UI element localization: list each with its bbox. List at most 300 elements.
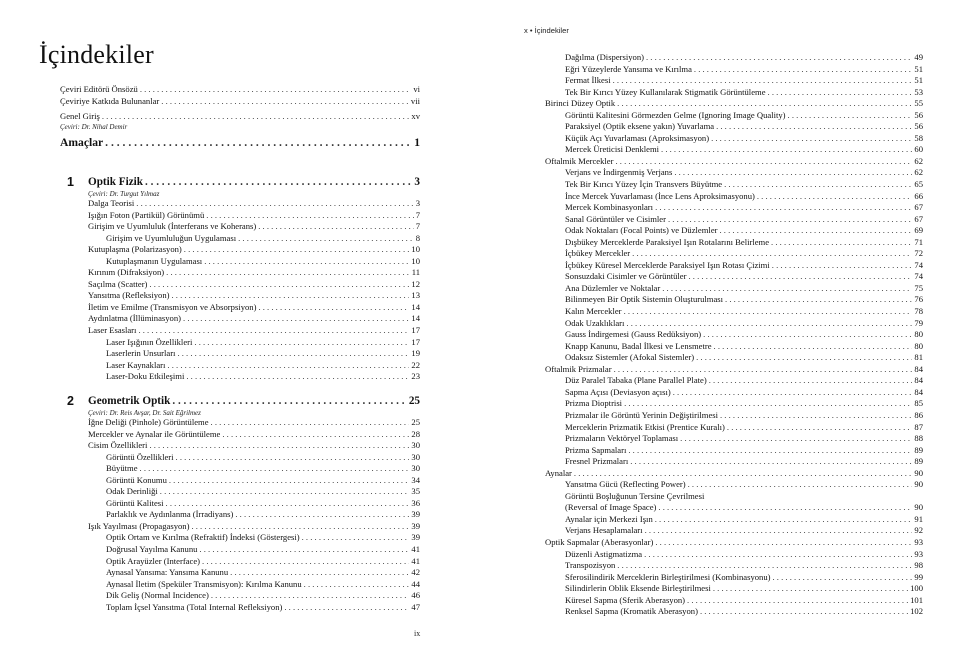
dot-leader — [184, 244, 410, 256]
toc-entry[interactable] — [545, 387, 923, 399]
toc-entry[interactable] — [545, 595, 923, 607]
dot-leader — [688, 479, 913, 491]
toc-entry-page: 30 — [411, 440, 420, 451]
dot-leader — [757, 191, 913, 203]
toc-entry-page: 49 — [914, 52, 923, 62]
dot-leader — [709, 375, 913, 387]
toc-entry[interactable] — [60, 498, 420, 510]
toc-entry-page: 56 — [914, 109, 923, 120]
toc-entry-title: Ana Düzlemler ve Noktalar — [565, 282, 661, 293]
toc-entry-page: 93 — [914, 536, 923, 547]
toc-entry-title: İğne Deliği (Pinhole) Görüntüleme — [88, 417, 209, 427]
dot-leader — [694, 64, 913, 76]
toc-entry-page: 51 — [914, 75, 923, 86]
chapter-title-entry[interactable] — [60, 394, 420, 409]
toc-entry[interactable] — [60, 556, 420, 568]
toc-entry[interactable] — [545, 549, 923, 561]
toc-entry[interactable] — [545, 98, 923, 110]
toc-entry-title: Amaçlar — [60, 135, 104, 149]
toc-entry-page: 84 — [914, 375, 923, 386]
toc-entry[interactable] — [545, 191, 923, 203]
toc-entry[interactable] — [60, 452, 420, 464]
dot-leader — [105, 135, 412, 151]
toc-entry[interactable] — [60, 532, 420, 544]
dot-leader — [160, 486, 410, 498]
dot-leader — [617, 98, 912, 110]
toc-entry[interactable] — [545, 468, 923, 480]
toc-entry-page: 69 — [914, 225, 923, 236]
toc-entry-title: Kutuplaşmanın Uygulaması — [106, 255, 203, 266]
toc-entry-title: İçbükey Küresel Merceklerde Paraksiyel Işın Rotası Çizimi — [565, 259, 770, 270]
toc-entry-page: 86 — [914, 409, 923, 420]
dot-leader — [617, 560, 912, 572]
toc-entry-title: Dışbükey Merceklerde Paraksiyel Işın Rotalarını Belirleme — [565, 236, 770, 247]
toc-entry[interactable] — [545, 306, 923, 318]
dot-leader — [662, 283, 912, 295]
toc-entry-page: 91 — [914, 513, 923, 524]
toc-entry[interactable] — [545, 514, 923, 526]
dot-leader — [284, 602, 409, 614]
dot-leader — [624, 398, 912, 410]
toc-entry-page: 84 — [914, 363, 923, 374]
dot-leader — [145, 175, 412, 190]
toc-entry-title: İletim ve Emilme (Transmisyon ve Absorpsiyon) — [88, 301, 257, 312]
toc-entry-title: Genel Giriş — [60, 111, 100, 122]
toc-entry-page: 3 — [414, 176, 420, 188]
toc-entry-title: Odaksız Sistemler (Afokal Sistemler) — [565, 352, 695, 363]
dot-leader — [302, 532, 410, 544]
toc-entry-title: Küçük Açı Yuvarlaması (Aproksimasyon) — [565, 132, 710, 143]
toc-entry[interactable] — [60, 221, 420, 233]
toc-entry[interactable] — [545, 572, 923, 584]
toc-entry[interactable] — [60, 440, 420, 452]
toc-entry[interactable] — [545, 341, 923, 353]
toc-entry-title: Laser Kaynakları — [106, 359, 166, 370]
dot-leader — [668, 214, 912, 226]
toc-entry[interactable] — [545, 156, 923, 168]
toc-entry[interactable] — [60, 244, 420, 256]
running-header: x • İçindekiler — [524, 26, 569, 35]
dot-leader — [655, 202, 912, 214]
toc-entry-title: Düz Paralel Tabaka (Plane Parallel Plate) — [565, 375, 707, 386]
toc-entry-title: Oftalmik Mercekler — [545, 155, 614, 166]
toc-entry[interactable] — [60, 84, 420, 96]
chapter-1-list — [60, 175, 420, 383]
toc-entry-page: 76 — [914, 294, 923, 305]
toc-entry-title: Laser Işığının Özellikleri — [106, 336, 193, 347]
toc-entry-page: 14 — [411, 313, 420, 324]
dot-leader — [646, 52, 912, 64]
dot-leader — [304, 579, 410, 591]
dot-leader — [727, 422, 913, 434]
dot-leader — [191, 521, 409, 533]
toc-entry-page: 80 — [914, 329, 923, 340]
toc-entry-title: Mercekler ve Aynalar ile Görüntüleme — [88, 428, 221, 439]
toc-entry[interactable] — [60, 360, 420, 372]
dot-leader — [169, 475, 410, 487]
dot-leader — [183, 313, 409, 325]
toc-entry[interactable] — [60, 348, 420, 360]
toc-entry-page: 23 — [411, 371, 420, 382]
dot-leader — [194, 337, 409, 349]
toc-entry[interactable] — [545, 248, 923, 260]
page-title: İçindekiler — [39, 40, 154, 69]
toc-entry-page: 42 — [411, 567, 420, 578]
toc-entry-title: Sferosilindirik Merceklerin Birleştirilmesi (Kombinasyonu) — [565, 571, 771, 582]
toc-entry-page: 84 — [914, 386, 923, 397]
toc-entry-page: 13 — [411, 290, 420, 301]
toc-entry[interactable] — [545, 352, 923, 364]
dot-leader — [673, 387, 913, 399]
toc-entry-page: 34 — [411, 474, 420, 485]
dot-leader — [644, 549, 912, 561]
dot-leader — [186, 371, 409, 383]
dot-leader — [238, 233, 414, 245]
toc-entry-title: Optik Arayüzler (Interface) — [106, 555, 201, 566]
toc-entry-page: 17 — [411, 325, 420, 336]
toc-entry-title: Girişim ve Uyumluluğun Uygulaması — [106, 232, 237, 243]
toc-entry-title: Saçılma (Scatter) — [88, 278, 148, 289]
toc-entry[interactable] — [545, 52, 923, 64]
toc-entry-title: Knapp Kanunu, Badal İlkesi ve Lensmetre — [565, 340, 712, 351]
toc-entry-title: Aydınlatma (İllüminasyon) — [88, 313, 182, 324]
toc-entry[interactable] — [60, 198, 420, 210]
toc-entry[interactable] — [545, 144, 923, 156]
toc-entry[interactable] — [545, 167, 923, 179]
toc-entry-title: Prizmaların Vektöryel Toplaması — [565, 433, 679, 444]
dot-leader — [720, 225, 913, 237]
toc-entry-title: Mercek Kombinasyonları — [565, 202, 654, 213]
toc-entry-title: Cisim Özellikleri — [88, 440, 148, 451]
toc-entry[interactable] — [545, 271, 923, 283]
toc-entry-page: 99 — [914, 571, 923, 582]
dot-leader — [613, 75, 913, 87]
chapter-number: 1 — [67, 175, 74, 189]
toc-entry-page: xv — [411, 111, 420, 122]
toc-entry[interactable] — [60, 111, 420, 123]
toc-entry[interactable] — [60, 279, 420, 291]
toc-entry-page: 22 — [411, 359, 420, 370]
toc-entry[interactable] — [60, 475, 420, 487]
toc-entry-title: Fresnel Prizmaları — [565, 456, 629, 467]
dot-leader — [788, 110, 913, 122]
toc-entry-title: Laserlerin Unsurları — [106, 348, 176, 359]
toc-entry-page: 44 — [411, 578, 420, 589]
toc-entry-page: 46 — [411, 590, 420, 601]
toc-entry-page: 100 — [910, 583, 923, 594]
toc-entry-title: Sapma Açısı (Deviasyon açısı) — [565, 386, 671, 397]
toc-entry-page: 65 — [914, 179, 923, 190]
toc-entry-title: Çeviriye Katkıda Bulunanlar — [60, 95, 160, 106]
dot-leader — [199, 544, 409, 556]
toc-entry[interactable] — [60, 256, 420, 268]
toc-entry[interactable] — [60, 290, 420, 302]
toc-entry-page: 81 — [914, 352, 923, 363]
toc-entry-page: 102 — [910, 606, 923, 617]
toc-entry[interactable] — [545, 75, 923, 87]
toc-entry[interactable] — [545, 225, 923, 237]
toc-entry-page: 30 — [411, 451, 420, 462]
toc-entry[interactable] — [545, 283, 923, 295]
dot-leader — [630, 456, 912, 468]
toc-entry[interactable] — [545, 110, 923, 122]
dot-leader — [204, 256, 409, 268]
toc-entry[interactable] — [60, 521, 420, 533]
toc-entry[interactable] — [545, 294, 923, 306]
dot-leader — [713, 583, 908, 595]
dot-leader — [773, 572, 913, 584]
toc-entry-title: Dik Geliş (Normal Incidence) — [106, 590, 209, 601]
dot-leader — [724, 179, 912, 191]
toc-entry[interactable] — [60, 210, 420, 222]
toc-entry[interactable] — [60, 567, 420, 579]
toc-entry-title: Girişim ve Uyumluluk (İnterferans ve Koherans) — [88, 221, 257, 232]
toc-entry-title: Büyütme — [106, 463, 138, 474]
toc-entry[interactable] — [545, 456, 923, 468]
toc-entry-page: 17 — [411, 336, 420, 347]
toc-entry-objectives[interactable] — [60, 135, 420, 151]
toc-entry[interactable] — [545, 318, 923, 330]
toc-entry[interactable] — [545, 606, 923, 618]
dot-leader — [235, 509, 409, 521]
toc-entry-page: 101 — [910, 594, 923, 605]
dot-leader — [172, 394, 406, 409]
dot-leader — [140, 463, 410, 475]
chapter-title: Geometrik Optik — [88, 395, 171, 407]
toc-entry[interactable] — [545, 560, 923, 572]
toc-entry-title: (Reversal of Image Space) — [565, 502, 657, 513]
toc-entry[interactable] — [60, 313, 420, 325]
toc-entry-page: 30 — [411, 463, 420, 474]
toc-entry-page: 72 — [914, 248, 923, 259]
toc-entry[interactable] — [545, 64, 923, 76]
toc-entry-page: 89 — [914, 456, 923, 467]
toc-entry-title: Laser Esasları — [88, 325, 137, 336]
dot-leader — [202, 556, 409, 568]
toc-entry-title: Görüntü Kalitesi — [106, 497, 164, 508]
dot-leader — [772, 260, 913, 272]
dot-leader — [632, 248, 912, 260]
toc-entry[interactable] — [60, 463, 420, 475]
dot-leader — [138, 325, 409, 337]
toc-entry-page: 80 — [914, 340, 923, 351]
toc-entry-page: 39 — [411, 520, 420, 531]
dot-leader — [140, 84, 412, 96]
toc-entry-title: Bilinmeyen Bir Optik Sistemin Oluşturulması — [565, 294, 724, 305]
toc-entry[interactable] — [545, 422, 923, 434]
toc-entry-page: 88 — [914, 433, 923, 444]
toc-entry-title: Gauss İndirgemesi (Gauss Redüksiyon) — [565, 329, 702, 340]
toc-entry-title: Görüntü Konumu — [106, 474, 167, 485]
toc-entry-page: 60 — [914, 144, 923, 155]
translator-credit: Çeviri: Dr. Turgut Yılmaz — [88, 190, 160, 198]
toc-entry[interactable] — [60, 417, 420, 429]
toc-entry[interactable] — [60, 302, 420, 314]
dot-leader — [171, 290, 409, 302]
toc-entry[interactable] — [545, 179, 923, 191]
dot-leader — [768, 87, 913, 99]
toc-entry-title: Prizma Dioptrisi — [565, 398, 623, 409]
dot-leader — [206, 210, 413, 222]
toc-entry[interactable] — [60, 602, 420, 614]
toc-entry-page: 79 — [914, 317, 923, 328]
dot-leader — [161, 96, 409, 108]
toc-entry[interactable] — [60, 590, 420, 602]
toc-entry[interactable] — [545, 525, 923, 537]
toc-entry-page: 56 — [914, 121, 923, 132]
toc-entry-page: 41 — [411, 544, 420, 555]
toc-entry[interactable] — [545, 237, 923, 249]
toc-entry-title: Parlaklık ve Aydınlanma (İrradiyans) — [106, 509, 234, 520]
toc-entry-page: 10 — [411, 255, 420, 266]
toc-entry-title: Işığın Foton (Partikül) Görünümü — [88, 209, 205, 220]
toc-entry[interactable] — [545, 502, 923, 514]
toc-entry-page: 7 — [415, 209, 420, 220]
toc-entry-title: Aynasal İletim (Speküler Transmisyon): Kırılma Kanunu — [106, 578, 302, 589]
toc-entry[interactable] — [545, 433, 923, 445]
dot-leader — [725, 294, 912, 306]
toc-entry[interactable] — [60, 544, 420, 556]
dot-leader — [136, 198, 413, 210]
toc-entry-title: Renksel Sapma (Kromatik Aberasyon) — [565, 606, 698, 617]
dot-leader — [628, 445, 912, 457]
toc-entry-title: Eğri Yüzeylerde Yansıma ve Kırılma — [565, 63, 692, 74]
toc-entry-title: Görüntü Özellikleri — [106, 451, 174, 462]
toc-entry[interactable] — [545, 133, 923, 145]
toc-entry-page: 3 — [415, 198, 420, 208]
dot-leader — [258, 221, 413, 233]
toc-entry[interactable] — [60, 429, 420, 441]
toc-entry-page: 28 — [411, 428, 420, 439]
toc-entry[interactable] — [60, 233, 420, 245]
toc-entry-page: 66 — [914, 190, 923, 201]
toc-entry[interactable] — [545, 445, 923, 457]
dot-leader — [211, 417, 410, 429]
dot-leader — [771, 237, 912, 249]
toc-entry-title: Doğrusal Yayılma Kanunu — [106, 544, 198, 555]
dot-leader — [700, 606, 908, 618]
toc-entry-title: Mercek Üreticisi Denklemi — [565, 144, 660, 155]
toc-entry-page: 67 — [914, 202, 923, 213]
dot-leader — [211, 590, 410, 602]
toc-entry-page: 90 — [914, 502, 923, 513]
front-matter-list — [60, 84, 420, 151]
toc-entry-title: Verjans Hesaplamaları — [565, 525, 643, 536]
toc-entry-page: 98 — [914, 560, 923, 571]
toc-entry[interactable] — [545, 364, 923, 376]
dot-leader — [655, 537, 912, 549]
toc-entry[interactable] — [60, 509, 420, 521]
toc-entry-page: 87 — [914, 421, 923, 432]
toc-entry[interactable] — [545, 375, 923, 387]
toc-entry[interactable] — [60, 337, 420, 349]
dot-leader — [222, 429, 409, 441]
dot-leader — [658, 502, 912, 514]
toc-entry[interactable] — [545, 491, 923, 503]
toc-entry-title: Sonsuzdaki Cisimler ve Görüntüler — [565, 271, 687, 282]
dot-leader — [674, 167, 912, 179]
toc-entry-title: Yansıtma (Refleksiyon) — [88, 290, 170, 301]
toc-entry-page: 14 — [411, 301, 420, 312]
toc-entry[interactable] — [60, 371, 420, 383]
toc-entry[interactable] — [60, 96, 420, 108]
toc-entry-page: 25 — [411, 417, 420, 427]
dot-leader — [258, 302, 409, 314]
toc-entry[interactable] — [545, 398, 923, 410]
dot-leader — [716, 121, 912, 133]
toc-entry-title: Paraksiyel (Optik eksene yakın) Yuvarlama — [565, 121, 715, 132]
toc-entry-page: vi — [413, 84, 420, 94]
toc-entry[interactable] — [545, 87, 923, 99]
toc-entry-page: 74 — [914, 271, 923, 282]
toc-entry-title: Çeviri Editörü Önsözü — [60, 84, 138, 94]
toc-entry-title: Laser-Doku Etkileşimi — [106, 371, 185, 382]
toc-entry-title: Optik Sapmalar (Aberasyonlar) — [545, 536, 654, 547]
toc-entry-title: Odak Uzaklıkları — [565, 317, 625, 328]
toc-entry-title: Sanal Görüntüler ve Cisimler — [565, 213, 666, 224]
toc-entry-title: Verjans ve İndirgenmiş Verjans — [565, 167, 673, 178]
dot-leader — [645, 525, 913, 537]
toc-entry-page: 35 — [411, 486, 420, 497]
toc-entry[interactable] — [545, 260, 923, 272]
toc-entry-title: Transpozisyon — [565, 560, 616, 571]
dot-leader — [166, 267, 410, 279]
toc-entry[interactable] — [545, 583, 923, 595]
toc-entry-page: 47 — [411, 601, 420, 612]
translator-credit: Çeviri: Dr. Reis Avşar, Dr. Sait Eğrilmez — [88, 409, 201, 417]
toc-entry[interactable] — [545, 202, 923, 214]
toc-entry-page: 90 — [914, 479, 923, 490]
toc-entry[interactable] — [60, 486, 420, 498]
toc-entry[interactable] — [545, 214, 923, 226]
dot-leader — [230, 567, 409, 579]
toc-entry-page: 25 — [408, 395, 420, 407]
toc-entry-title: İnce Mercek Yuvarlaması (İnce Lens Aproksimasyonu) — [565, 190, 755, 201]
toc-entry-page: 55 — [914, 98, 923, 109]
dot-leader — [703, 329, 912, 341]
toc-entry[interactable] — [545, 479, 923, 491]
toc-entry-page: vii — [410, 95, 420, 106]
toc-entry[interactable] — [545, 329, 923, 341]
translator-credit: Çeviri: Dr. Nihal Demir — [60, 122, 128, 131]
dot-leader — [661, 144, 912, 156]
toc-entry[interactable] — [545, 537, 923, 549]
toc-entry-title: Düzenli Astigmatizma — [565, 548, 643, 559]
chapter-2-list — [60, 394, 420, 613]
dot-leader — [167, 360, 409, 372]
dot-leader — [614, 364, 913, 376]
toc-entry-title: Kutuplaşma (Polarizasyon) — [88, 244, 182, 255]
dot-leader — [574, 468, 913, 480]
toc-entry-page: 11 — [411, 267, 420, 278]
dot-leader — [711, 133, 912, 145]
toc-entry[interactable] — [545, 121, 923, 133]
toc-entry-page: 90 — [914, 467, 923, 478]
dot-leader — [166, 498, 410, 510]
dot-leader — [177, 348, 409, 360]
dot-leader — [720, 410, 912, 422]
toc-entry-title: Toplam İçsel Yansıtma (Total Internal Refleksiyon) — [106, 601, 283, 612]
toc-entry[interactable] — [60, 267, 420, 279]
toc-entry[interactable] — [545, 410, 923, 422]
toc-entry-title: Kırınım (Difraksiyon) — [88, 267, 165, 278]
toc-entry[interactable] — [60, 325, 420, 337]
toc-entry-page: 19 — [411, 348, 420, 359]
toc-entry-title: Tek Bir Kırıcı Yüzey Kullanılarak Stigmatik Görüntüleme — [565, 86, 766, 97]
toc-entry-page: 85 — [914, 398, 923, 409]
chapter-title-entry[interactable] — [60, 175, 420, 190]
toc-entry[interactable] — [60, 579, 420, 591]
